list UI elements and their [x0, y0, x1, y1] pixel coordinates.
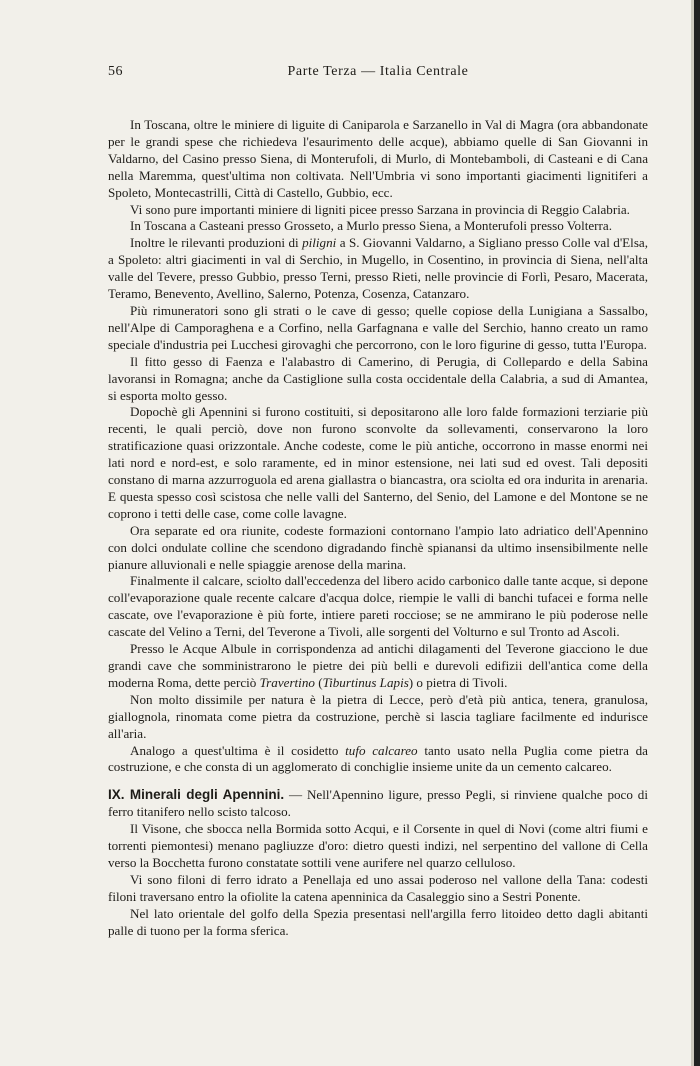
paragraph: Non molto dissimile per natura è la pietra di Lecce, però d'età più antica, tenera, granulosa, giallognola, rinomata come pietra da costruzione, perchè si lascia tagliare facilmente ed indurisce all'aria.	[108, 691, 648, 741]
section-intro	[108, 787, 648, 821]
paragraph: Nel lato orientale del golfo della Spezia presentasi nell'argilla ferro litoideo detto dagli abitanti palle di tuono per la forma sferica.	[108, 905, 648, 938]
paragraph: Ora separate ed ora riunite, codeste formazioni contornano l'ampio lato adriatico dell'Apennino con dolci ondulate colline che scendono digradando finchè spianansi da ultimo insensibilmente nelle pianure alluvionali e nelle spiaggie arenose della marina.	[108, 522, 648, 572]
paragraph: In Toscana a Casteani presso Grosseto, a Murlo presso Siena, a Monterufoli presso Volterra.	[130, 218, 612, 234]
section-heading: IX. Minerali degli Apennini.	[108, 787, 285, 803]
italic-term: Travertino	[259, 674, 315, 690]
paragraph: Vi sono filoni di ferro idrato a Penellaja ed uno assai poderoso nel vallone della Tana: codesti filoni traversano entro la ofiolite la catena apenninica da Casaleggio sino a Sestri Ponente.	[108, 871, 648, 904]
paragraph: Dopochè gli Apennini si furono costituiti, si depositarono alle loro falde formazioni terziarie più recenti, le quali perciò, dove non furono sconvolte da sollevamenti, conservarono la loro stratificazione quasi orizzontale. Anche codeste, come le più antiche, occorrono in masse enormi nei lati nord e nord-est, e solo raramente, ed in minor estensione, nei lati sud ed ovest. Tali depositi constano di marna azzurroguola ed arena giallastra o biancastra, ora sciolta ed ora indurita in arenaria. E questa spesso così scistosa che nelle valli del Santerno, del Senio, del Lamone e del Montone se ne coprono i tetti delle case, come colle lavagne.	[108, 404, 648, 521]
running-title: Parte Terza — Italia Centrale	[287, 64, 469, 79]
text-run: Inoltre le rilevanti produzioni di	[130, 235, 303, 251]
paragraph: Finalmente il calcare, sciolto dall'eccedenza del libero acido carbonico dalle tante acque, si depone coll'evaporazione quale recente calcare d'acqua dolce, riempie le valli di banchi tufacei e forma nelle cascate, ove l'evaporazione è più forte, intiere pareti rocciose; se ne ammirano le più poderose nelle cascate del Velino a Terni, del Teverone a Tivoli, alle sorgenti del Volturno e sul Tronto ad Ascoli.	[108, 573, 648, 640]
paragraph: Il Visone, che sbocca nella Bormida sotto Acqui, e il Corsente in quel di Novi (come altri fiumi e torrenti piemontesi) menano pagliuzze d'oro: dietro questi indizi, nel serpentino del vallone di Cella verso la Bocchetta furono constatate sottili vene aurifere nel quarzo celluloso.	[108, 821, 648, 870]
paragraph	[108, 235, 648, 303]
paragraph: Il fitto gesso di Faenza e l'alabastro di Camerino, di Perugia, di Collepardo e della Sabina lavoransi in Romagna; anche da Castiglione sulla costa occidentale della Calabria, a sud di Amantea, si esporta molto gesso.	[108, 353, 648, 403]
italic-term: tufo calcareo	[345, 742, 418, 758]
paragraph	[108, 743, 648, 777]
text-run: Analogo a quest'ultima è il cosidetto	[130, 742, 346, 758]
text-run: tanto usato nella Puglia come pietra da costruzione, e che consta di un agglomerato di conchiglie insieme unite da un cemento calcareo.	[108, 742, 648, 775]
paragraph: Più rimuneratori sono gli strati o le cave di gesso; quelle copiose della Lunigiana a Sassalbo, nell'Alpe di Camporaghena e a Corfino, nella Garfagnana e valle del Serchio, hanno creato un ramo speciale d'industria pei Lucchesi girovaghi che percorrono, con le loro figurine di gesso, tutta l'Europa.	[108, 302, 648, 352]
page-number: 56	[108, 64, 123, 79]
body-text	[108, 117, 648, 940]
paragraph: Vi sono pure importanti miniere di ligniti picee presso Sarzana in provincia di Reggio Calabria.	[130, 201, 630, 217]
page-header	[108, 64, 648, 86]
text-run: a S. Giovanni Valdarno, a Sigliano presso Colle val d'Elsa, a Spoleto: altri giacimenti in val di Serchio, in Mugello, in Cosentino, in provincia di Siena, nell'alta valle del Tevere, presso Gubbio, presso Terni, presso Rieti, nelle provincie di Forlì, Pesaro, Macerata, Teramo, Benevento, Avellino, Salerno, Potenza, Cosenza, Catanzaro.	[108, 235, 648, 302]
italic-term: Tiburtinus Lapis	[322, 674, 409, 690]
page-edge	[694, 0, 700, 1066]
paragraph	[108, 641, 648, 692]
text-run: Presso le Acque Albule in corrispondenza ad antichi dilagamenti del Teverone giacciono le due grandi cave che somministrarono le pietre dei più belli e durevoli edifizii dell'antica come della moderna Roma, dette perciò	[108, 641, 648, 690]
text-run: (	[314, 674, 323, 690]
text-run: ) o pietra di Tivoli.	[408, 674, 508, 690]
section-lead-text: — Nell'Apennino ligure, presso Pegli, si rinviene qualche poco di ferro titanifero nello scisto talcoso.	[108, 787, 648, 820]
italic-term: piligni	[302, 235, 337, 251]
paragraph: In Toscana, oltre le miniere di liguite di Caniparola e Sarzanello in Val di Magra (ora abbandonate per le grandi spese che richiedeva l'esaurimento delle acque), abbiamo quelle di San Giovanni in Valdarno, del Casino presso Siena, di Monterufoli, di Murlo, di Montebamboli, di Casteani e di Cana nella Maremma, quest'ultima non coltivata. Nell'Umbria vi sono importanti giacimenti lignitiferi a Spoleto, Montecastrilli, Città di Castello, Gubbio, ecc.	[108, 117, 648, 200]
